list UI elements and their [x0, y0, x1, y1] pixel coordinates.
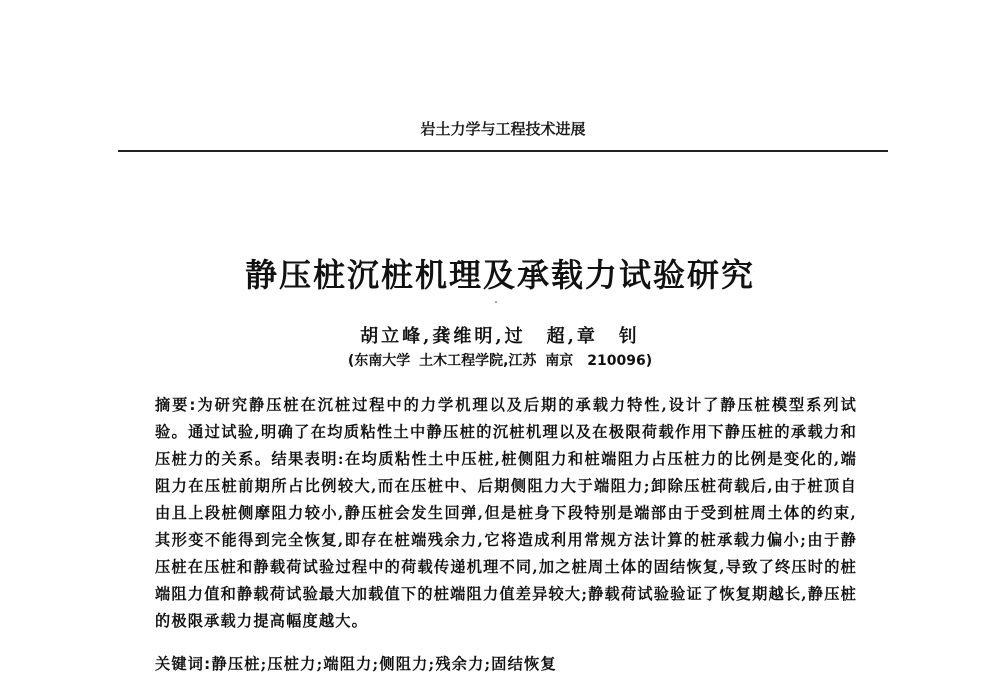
paper-title: 静压桩沉桩机理及承载力试验研究 — [244, 256, 755, 294]
journal-name: 岩土力学与工程技术进展 — [420, 120, 586, 138]
abstract-text: 为研究静压桩在沉桩过程中的力学机理以及后期的承载力特性,设计了静压桩模型系列试验。通过试验,明确了在均质粘性土中静压桩的沉桩机理以及在极限荷载作用下静压桩的承载力和压桩力的关系。结果表明:在均质粘性土中压桩,桩侧阻力和桩端阻力占压桩力的比例是变化的,端阻力在压桩前期所占比例较大,而在压桩中、后期侧阻力大于端阻力;卸除压桩荷载后,由于桩顶自由且上段桩侧摩阻力较小,静压桩会发生回弹,但是桩身下段特别是端部由于受到桩周土体的约束,其形变不能得到完全恢复,即存在桩端残余力,它将造成利用常规方法计算的桩承载力偏小;由于静压桩在压桩和静载荷试验过程中的荷载传递机理不同,加之桩周土体的固结恢复,导致了终压时的桩端阻力值和静载荷试验最大加载值下的桩端阻力值差异较大;静载荷试验验证了恢复期越长,静压桩的极限承载力提高幅度越大。 — [155, 396, 857, 630]
keywords — [155, 651, 857, 678]
abstract — [155, 392, 857, 635]
abstract-label: 摘要: — [155, 396, 197, 414]
keywords-label: 关键词: — [155, 655, 212, 673]
keywords-text: 静压桩;压桩力;端阻力;侧阻力;残余力;固结恢复 — [211, 655, 557, 673]
journal-header — [118, 112, 888, 154]
scan-speck — [495, 301, 497, 303]
author-list: 胡立峰,龚维明,过 超,章 钊 — [360, 326, 640, 347]
author-affiliation: (东南大学 土木工程学院,江苏 南京 210096) — [347, 353, 653, 369]
header-rule — [118, 150, 888, 152]
